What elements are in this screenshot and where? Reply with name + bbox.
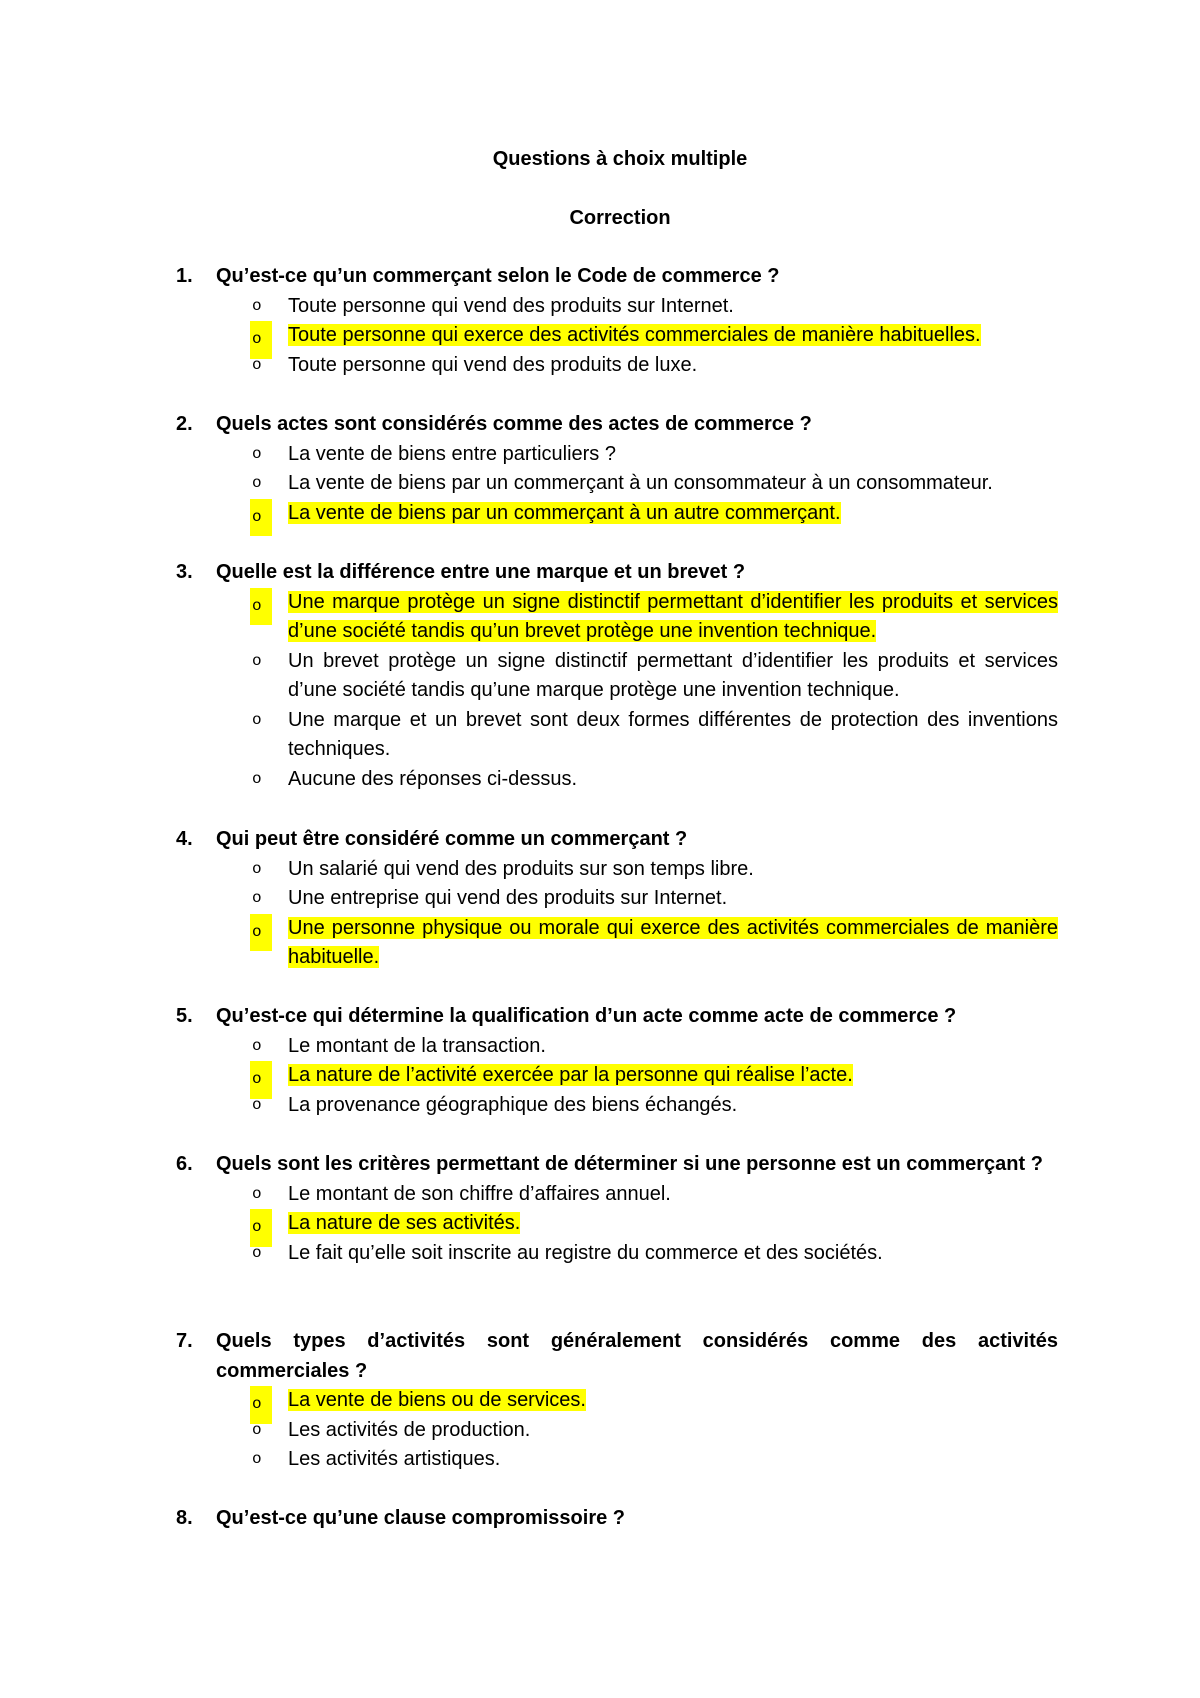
bullet-icon: o <box>250 321 272 359</box>
question-3 <box>176 558 1058 794</box>
bullet-icon: o <box>252 444 262 463</box>
answer-option-correct <box>176 1061 1058 1091</box>
bullet-icon: o <box>250 1209 272 1247</box>
answer-option-correct <box>176 1386 1058 1416</box>
answer-text: Les activités de production. <box>288 1418 531 1441</box>
question-heading <box>176 262 1058 292</box>
bullet-icon: o <box>252 769 262 788</box>
question-5 <box>176 1002 1058 1120</box>
question-number: 3. <box>176 561 193 583</box>
answer-option <box>176 351 1058 381</box>
bullet-icon: o <box>252 474 262 492</box>
question-heading <box>176 1327 1058 1386</box>
answer-option-correct <box>176 321 1058 351</box>
answer-option <box>176 647 1058 706</box>
answer-list <box>176 292 1058 381</box>
answer-text: Toute personne qui vend des produits sur Internet. <box>288 294 734 317</box>
bullet-icon: o <box>250 1061 272 1099</box>
answer-text: Un brevet protège un signe distinctif permettant d’identifier les produits et services d’une société tandis qu’une marque protège une invention technique. <box>288 649 1058 701</box>
document-subtitle: Correction <box>569 207 671 229</box>
answer-list <box>176 1180 1058 1269</box>
answer-text: La vente de biens par un commerçant à un consommateur à un consommateur. <box>288 472 993 494</box>
answer-text: La vente de biens entre particuliers ? <box>288 442 616 465</box>
answer-list <box>176 1386 1058 1475</box>
bullet-icon: o <box>252 1095 262 1114</box>
answer-text: La nature de l’activité exercée par la personne qui réalise l’acte. <box>288 1064 853 1086</box>
answer-option <box>176 1180 1058 1210</box>
bullet-icon: o <box>252 1420 262 1439</box>
answer-list <box>176 588 1058 795</box>
question-text: Qu’est-ce qui détermine la qualification d’un acte comme acte de commerce ? <box>216 1005 957 1027</box>
question-number: 1. <box>176 265 193 287</box>
question-heading <box>176 1002 1058 1032</box>
question-number: 6. <box>176 1153 193 1175</box>
answer-text: Toute personne qui vend des produits de luxe. <box>288 353 698 376</box>
answer-text: Une personne physique ou morale qui exerce des activités commerciales de manière habituelle. <box>288 916 1058 968</box>
bullet-icon: o <box>252 1184 262 1203</box>
answer-text: La provenance géographique des biens échangés. <box>288 1093 738 1116</box>
question-heading <box>176 410 1058 440</box>
answer-text: Le montant de la transaction. <box>288 1034 546 1057</box>
question-text: Quelle est la différence entre une marque et un brevet ? <box>216 561 746 583</box>
bullet-icon: o <box>252 651 262 670</box>
answer-text: Une entreprise qui vend des produits sur Internet. <box>288 887 728 909</box>
document-title: Questions à choix multiple <box>492 148 748 170</box>
answer-option <box>176 884 1058 914</box>
question-number: 4. <box>176 828 193 850</box>
bullet-icon: o <box>250 1386 272 1424</box>
answer-text: La vente de biens ou de services. <box>288 1389 586 1411</box>
question-6 <box>176 1150 1058 1268</box>
answer-option <box>176 1239 1058 1269</box>
answer-option <box>176 469 1058 499</box>
question-heading <box>176 558 1058 588</box>
question-number: 8. <box>176 1507 193 1529</box>
answer-option <box>176 855 1058 885</box>
question-1 <box>176 262 1058 380</box>
bullet-icon: o <box>250 588 272 626</box>
question-text: Qu’est-ce qu’un commerçant selon le Code de commerce ? <box>216 265 780 287</box>
bullet-icon: o <box>252 859 262 878</box>
answer-option-correct <box>176 588 1058 647</box>
question-text: Quels actes sont considérés comme des actes de commerce ? <box>216 413 812 435</box>
bullet-icon: o <box>252 296 262 315</box>
answer-text: Toute personne qui exerce des activités commerciales de manière habituelles. <box>288 324 981 346</box>
answer-option <box>176 292 1058 322</box>
answer-list <box>176 440 1058 529</box>
answer-option-correct <box>176 1209 1058 1239</box>
question-heading <box>176 1504 1058 1534</box>
question-8 <box>176 1504 1058 1534</box>
answer-text: Le fait qu’elle soit inscrite au registre du commerce et des sociétés. <box>288 1241 883 1264</box>
answer-option <box>176 765 1058 795</box>
question-text: Qu’est-ce qu’une clause compromissoire ? <box>216 1507 626 1529</box>
answer-text: Les activités artistiques. <box>288 1448 501 1470</box>
question-heading <box>176 825 1058 855</box>
answer-option <box>176 1032 1058 1062</box>
question-2 <box>176 410 1058 528</box>
question-heading <box>176 1150 1058 1180</box>
bullet-icon: o <box>250 914 272 952</box>
answer-text: Aucune des réponses ci-dessus. <box>288 767 578 790</box>
answer-text: La vente de biens par un commerçant à un autre commerçant. <box>288 501 841 524</box>
question-7 <box>176 1327 1058 1475</box>
answer-option-correct <box>176 914 1058 973</box>
question-4 <box>176 825 1058 973</box>
answer-option-correct <box>176 499 1058 529</box>
answer-option <box>176 1091 1058 1121</box>
bullet-icon: o <box>252 1036 262 1055</box>
bullet-icon: o <box>250 499 272 537</box>
question-number: 7. <box>176 1330 193 1352</box>
answer-list <box>176 1032 1058 1121</box>
answer-text: Le montant de son chiffre d’affaires annuel. <box>288 1182 671 1205</box>
bullet-icon: o <box>252 1450 262 1468</box>
answer-option <box>176 706 1058 765</box>
question-number: 2. <box>176 413 193 435</box>
question-number: 5. <box>176 1005 193 1027</box>
answer-text: Une marque protège un signe distinctif permettant d’identifier les produits et services d’une société tandis qu’un brevet protège une invention technique. <box>288 590 1058 642</box>
answer-option <box>176 1416 1058 1446</box>
question-text: Qui peut être considéré comme un commerçant ? <box>216 828 688 850</box>
bullet-icon: o <box>252 355 262 374</box>
answer-text: La nature de ses activités. <box>288 1212 521 1234</box>
question-text: Quels sont les critères permettant de déterminer si une personne est un commerçant ? <box>216 1153 1043 1175</box>
bullet-icon: o <box>252 1243 262 1262</box>
bullet-icon: o <box>252 889 262 907</box>
answer-option <box>176 1445 1058 1475</box>
answer-list <box>176 855 1058 973</box>
question-text: Quels types d’activités sont généralement considérés comme des activités commerciales ? <box>216 1330 1058 1382</box>
answer-text: Une marque et un brevet sont deux formes différentes de protection des inventions techniques. <box>288 708 1058 760</box>
bullet-icon: o <box>252 710 262 729</box>
answer-option <box>176 440 1058 470</box>
answer-text: Un salarié qui vend des produits sur son temps libre. <box>288 857 754 880</box>
